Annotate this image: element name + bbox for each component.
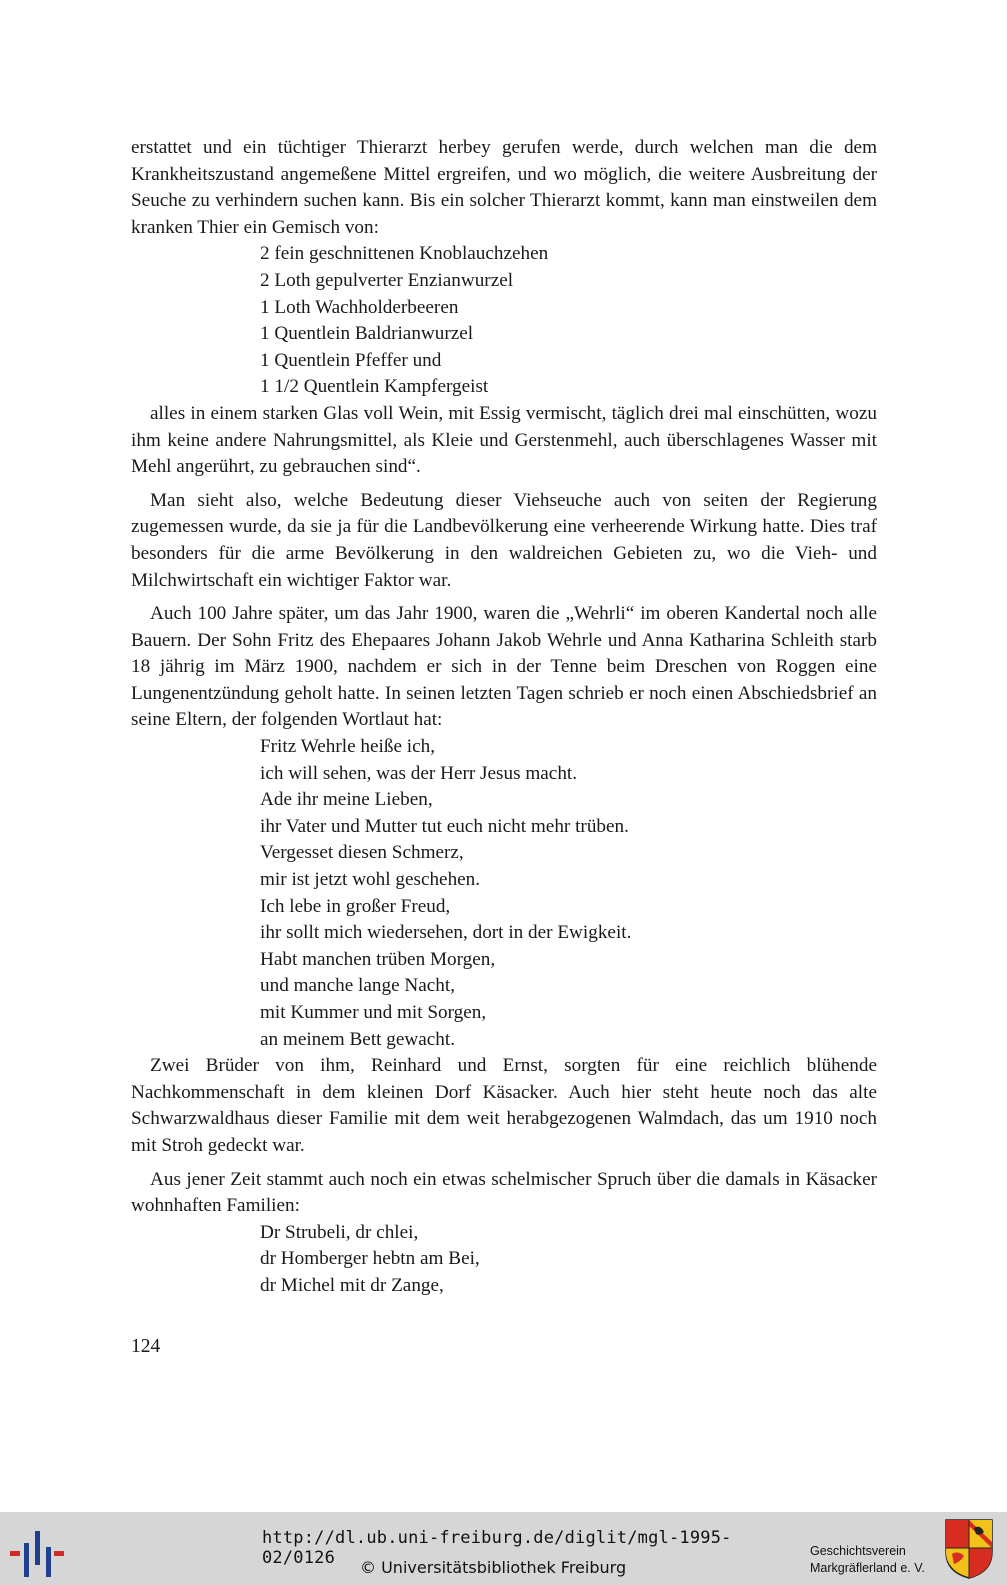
recipe-line: 2 Loth gepulverter Enzianwurzel [260,269,514,291]
poem-line: Vergesset diesen Schmerz, [260,842,464,864]
recipe-list [260,241,877,401]
poem-line: und manche lange Nacht, [260,975,455,997]
paragraph-after-recipe: alles in einem starken Glas voll Wein, mit Essig vermischt, täglich drei mal einschütten, wozu ihm keine andere Nahrungsmittel, als Kleie und Gerstenmehl, auch überschlagenes Wasser mit Mehl angerührt, zu gebrauchen sind“. [131,402,877,478]
paragraph-thierarzt: erstattet und ein tüchtiger Thierarzt herbey gerufen werde, durch welchen man die dem Krankheitszustand angemeßene Mittel ergreifen, und wo möglich, die weitere Ausbreitung der Seuche zu verhindern suchen kann. Bis ein solcher Thierarzt kommt, kann man einstweilen dem kranken Thier ein Gemisch von: [131,137,877,238]
poem-line: mir ist jetzt wohl geschehen. [260,869,481,891]
recipe-line: 1 1/2 Quentlein Kampfergeist [260,376,489,398]
body-text [131,135,877,1300]
paragraph-meaning: Man sieht also, welche Bedeutung dieser Viehseuche auch von seiten der Regierung zugemessen wurde, da sie ja für die Landbevölkerung eine verheerende Wirkung hatte. Dies traf besonders für die arme Bevölkerung in den waldreichen Gebieten zu, wo die Vieh- und Milchwirtschaft ein wichtiger Faktor war. [131,489,877,591]
saying-verse [260,1220,877,1300]
recipe-line: 1 Quentlein Pfeffer und [260,349,442,371]
poem-line: an meinem Bett gewacht. [260,1028,456,1050]
viewer-footer [0,1512,1007,1585]
society-name [810,1543,925,1577]
saying-line: dr Michel mit dr Zange, [260,1274,444,1296]
poem-line: mit Kummer und mit Sorgen, [260,1002,487,1023]
recipe-line: 2 fein geschnittenen Knoblauchzehen [260,243,549,265]
paragraph-1900: Auch 100 Jahre später, um das Jahr 1900, waren die „Wehrli“ im oberen Kandertal noch alle Bauern. Der Sohn Fritz des Ehepaares Johann Jakob Wehrle und Anna Katharina Schleith starb 18 jährig im März 1900, nachdem er sich in der Tenne beim Dreschen von Roggen eine Lungenentzündung geholt hatte. In seinen letzten Tagen schrieb er noch einen Abschiedsbrief an seine Eltern, der folgenden Wortlaut hat: [131,603,877,731]
poem-line: Habt manchen trüben Morgen, [260,948,496,970]
poem-line: Fritz Wehrle heiße ich, [260,736,435,758]
poem-line: ich will sehen, was der Herr Jesus macht. [260,762,578,784]
poem-line: ihr Vater und Mutter tut euch nicht mehr trüben. [260,815,629,837]
society-line-2: Markgräflerland e. V. [810,1561,925,1575]
markgraeflerland-crest-icon [944,1518,994,1580]
page-number: 124 [131,1336,161,1357]
copyright-notice: © Universitätsbibliothek Freiburg [360,1558,627,1577]
permalink-url[interactable]: http://dl.ub.uni-freiburg.de/diglit/mgl-1995-02/0126 [262,1528,732,1568]
poem-line: Ich lebe in großer Freud, [260,895,451,917]
paragraph-brothers: Zwei Brüder von ihm, Reinhard und Ernst, sorgten für eine reichlich blühende Nachkommenschaft in dem kleinen Dorf Käsacker. Auch hier steht heute noch das alte Schwarzwaldhaus dieser Familie mit dem weit herabgezogenen Walmdach, das um 1910 noch mit Stroh gedeckt war. [131,1055,877,1156]
paragraph-saying: Aus jener Zeit stammt auch noch ein etwas schelmischer Spruch über die damals in Käsacker wohnhaften Familien: [131,1168,877,1217]
saying-line: dr Homberger hebtn am Bei, [260,1248,480,1270]
ub-freiburg-logo-icon[interactable] [8,1529,66,1577]
farewell-poem [260,734,877,1053]
saying-line: Dr Strubeli, dr chlei, [260,1221,419,1243]
poem-line: ihr sollt mich wiedersehen, dort in der Ewigkeit. [260,922,632,944]
society-line-1: Geschichtsverein [810,1544,906,1558]
recipe-line: 1 Loth Wachholderbeeren [260,296,459,318]
poem-line: Ade ihr meine Lieben, [260,789,433,811]
recipe-line: 1 Quentlein Baldrianwurzel [260,323,474,345]
